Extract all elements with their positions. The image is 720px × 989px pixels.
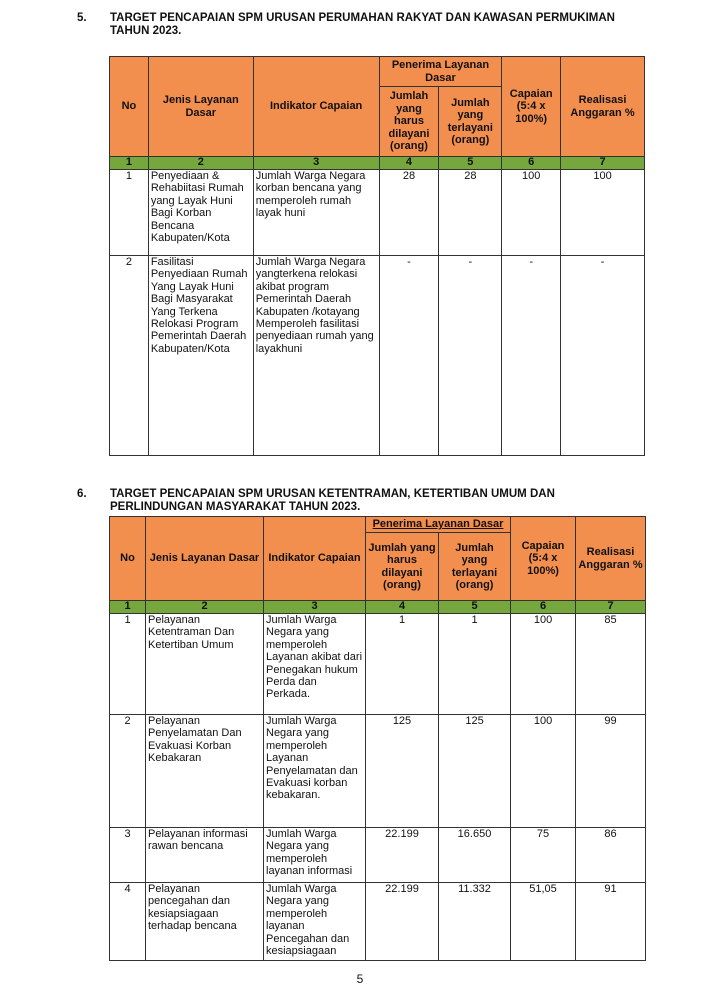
cell-harus: 22.199 [366,883,439,961]
header-indikator: Indikator Capaian [264,517,366,601]
cell-realisasi: 86 [576,828,646,883]
header-jumlah-harus: Jumlah yang harus dilayani (orang) [379,87,439,157]
cell-terlayani: - [439,256,502,456]
cell-jenis: Pelayanan Ketentraman Dan Ketertiban Umum [146,614,264,715]
cell-terlayani: 125 [439,715,511,828]
col-number: 3 [264,601,366,614]
header-capaian: Capaian (5:4 x 100%) [511,517,576,601]
cell-indikator: Jumlah Warga Negara korban bencana yang memperoleh rumah layak huni [253,170,379,256]
header-jenis: Jenis Layanan Dasar [146,517,264,601]
cell-capaian: 51,05 [511,883,576,961]
cell-no: 1 [110,170,149,256]
cell-jenis: Penyediaan & Rehabiitasi Rumah yang Layak Huni Bagi Korban Bencana Kabupaten/Kota [148,170,253,256]
cell-no: 4 [110,883,146,961]
table-row [110,715,646,828]
header-jumlah-terlayani: Jumlah yang terlayani (orang) [439,533,511,601]
cell-realisasi: 99 [576,715,646,828]
cell-terlayani: 1 [439,614,511,715]
col-number: 2 [146,601,264,614]
cell-harus: 22.199 [366,828,439,883]
header-indikator: Indikator Capaian [253,57,379,157]
cell-realisasi: 85 [576,614,646,715]
header-jumlah-terlayani: Jumlah yang terlayani (orang) [439,87,502,157]
table-row [110,170,645,256]
cell-indikator: Jumlah Warga Negara yang memperoleh layanan Pencegahan dan kesiapsiagaan [264,883,366,961]
col-number: 5 [439,157,502,170]
header-penerima: Penerima Layanan Dasar [379,57,502,87]
cell-indikator: Jumlah Warga Negara yang memperoleh Layanan Penyelamatan dan Evakuasi korban kebakaran. [264,715,366,828]
cell-realisasi: - [561,256,645,456]
header-jumlah-harus: Jumlah yang harus dilayani (orang) [366,533,439,601]
col-number: 7 [576,601,646,614]
cell-indikator: Jumlah Warga Negara yang memperoleh layanan informasi [264,828,366,883]
header-realisasi: Realisasi Anggaran % [576,517,646,601]
col-number: 3 [253,157,379,170]
cell-jenis: Fasilitasi Penyediaan Rumah Yang Layak Huni Bagi Masyarakat Yang Terkena Relokasi Program Pemerintah Daerah Kabupaten/Kota [148,256,253,456]
cell-terlayani: 28 [439,170,502,256]
cell-harus: 1 [366,614,439,715]
cell-terlayani: 16.650 [439,828,511,883]
header-no: No [110,57,149,157]
cell-capaian: 75 [511,828,576,883]
table-section-6 [109,516,646,961]
section-5-number: 5. [77,12,87,24]
cell-capaian: - [502,256,561,456]
cell-realisasi: 100 [561,170,645,256]
cell-no: 3 [110,828,146,883]
table-row [110,883,646,961]
cell-capaian: 100 [511,715,576,828]
cell-realisasi: 91 [576,883,646,961]
cell-indikator: Jumlah Warga Negara yangterkena relokasi akibat program Pemerintah Daerah Kabupaten /kotayang Memperoleh fasilitasi penyediaan rumah yang layakhuni [253,256,379,456]
header-realisasi: Realisasi Anggaran % [561,57,645,157]
table-row [110,828,646,883]
cell-harus: - [379,256,439,456]
cell-jenis: Pelayanan informasi rawan bencana [146,828,264,883]
table-row [110,614,646,715]
cell-jenis: Pelayanan Penyelamatan Dan Evakuasi Korban Kebakaran [146,715,264,828]
cell-capaian: 100 [502,170,561,256]
cell-jenis: Pelayanan pencegahan dan kesiapsiagaan terhadap bencana [146,883,264,961]
cell-no: 1 [110,614,146,715]
cell-harus: 125 [366,715,439,828]
header-no: No [110,517,146,601]
col-number: 1 [110,601,146,614]
col-number: 6 [511,601,576,614]
header-capaian: Capaian (5:4 x 100%) [502,57,561,157]
table-row [110,256,645,456]
section-6-title-line2: PERLINDUNGAN MASYARAKAT TAHUN 2023. [110,501,361,513]
col-number: 2 [148,157,253,170]
table-section-5 [109,56,645,456]
section-5-title [77,12,697,40]
section-6-title-line1: TARGET PENCAPAIAN SPM URUSAN KETENTRAMAN, KETERTIBAN UMUM DAN [110,488,555,500]
section-5-title-line2: TAHUN 2023. [110,25,182,37]
cell-indikator: Jumlah Warga Negara yang memperoleh Layanan akibat dari Penegakan hukum Perda dan Perkada. [264,614,366,715]
section-5-title-line1: TARGET PENCAPAIAN SPM URUSAN PERUMAHAN RAKYAT DAN KAWASAN PERMUKIMAN [110,12,615,24]
section-6-title [77,488,697,516]
col-number: 7 [561,157,645,170]
col-number: 5 [439,601,511,614]
header-jenis: Jenis Layanan Dasar [148,57,253,157]
col-number: 4 [366,601,439,614]
col-number: 1 [110,157,149,170]
cell-harus: 28 [379,170,439,256]
page-number: 5 [356,972,364,986]
cell-no: 2 [110,715,146,828]
cell-no: 2 [110,256,149,456]
cell-terlayani: 11.332 [439,883,511,961]
cell-capaian: 100 [511,614,576,715]
header-penerima: Penerima Layanan Dasar [366,517,511,533]
col-number: 6 [502,157,561,170]
col-number: 4 [379,157,439,170]
section-6-number: 6. [77,488,87,500]
